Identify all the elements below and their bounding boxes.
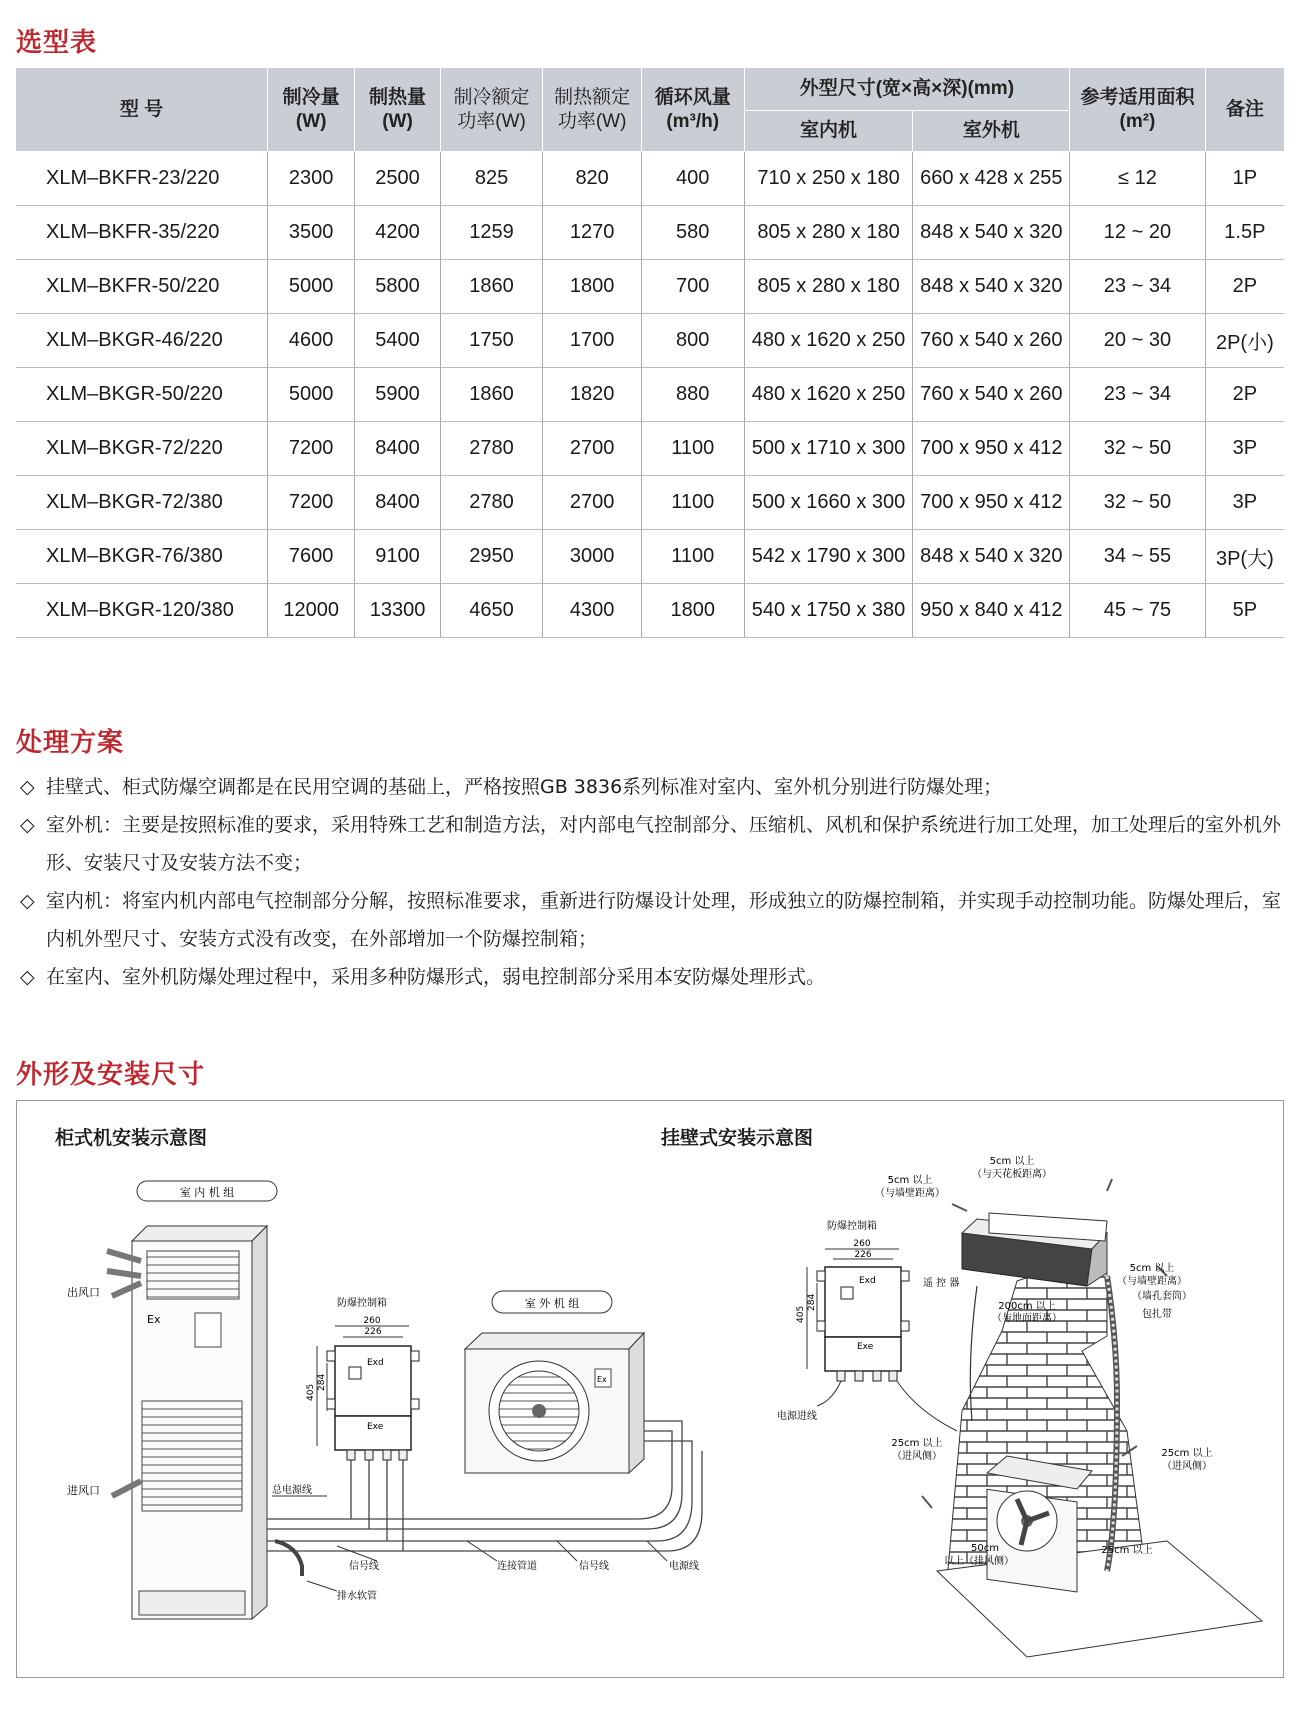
svg-text:总电源线: 总电源线 [272,1485,312,1496]
table-cell-indoor: 480 x 1620 x 250 [744,314,913,368]
svg-text:Exd: Exd [859,1276,876,1286]
table-cell-heat: 9100 [355,530,440,584]
table-cell-indoor: 500 x 1660 x 300 [744,476,913,530]
svg-text:405: 405 [796,1305,806,1323]
svg-text:25cm 以上: 25cm 以上 [891,1438,943,1449]
table-cell-cool: 7200 [267,476,354,530]
table-cell-indoor: 805 x 280 x 180 [744,206,913,260]
svg-text:405: 405 [306,1383,316,1401]
svg-text:电源进线: 电源进线 [777,1411,817,1422]
table-cell-heat: 8400 [355,422,440,476]
table-cell-note: 2P(小) [1205,314,1284,368]
table-cell-outdoor: 700 x 950 x 412 [913,422,1070,476]
table-cell-cp: 1750 [440,314,543,368]
table-cell-note: 5P [1205,584,1284,638]
table-cell-hp: 820 [543,152,641,206]
list-item: ◇ 室内机：将室内机内部电气控制部分分解，按照标准要求，重新进行防爆设计处理，形成独立的防爆控制箱，并实现手动控制功能。防爆处理后，室内机外型尺寸、安装方式没有改变，在外部增加一个防爆控制箱； [20,882,1290,958]
section-title-treatment: 处理方案 [16,728,125,758]
table-cell-air: 880 [641,368,744,422]
ex-mark: Ex [147,1313,161,1326]
table-cell-model: XLM–BKFR-35/220 [16,206,267,260]
svg-text:5cm 以上: 5cm 以上 [989,1156,1035,1167]
table-cell-outdoor: 700 x 950 x 412 [913,476,1070,530]
col-header-heat-power: 制热额定 功率(W) [543,68,641,152]
table-cell-outdoor: 848 x 540 x 320 [913,260,1070,314]
svg-text:284: 284 [317,1373,327,1391]
table-cell-air: 1800 [641,584,744,638]
wall-unit-scene [897,1179,1262,1657]
svg-text:电源线: 电源线 [669,1561,699,1572]
svg-text:（与天花板距离）: （与天花板距离） [972,1169,1052,1180]
install-diagram [16,1100,1284,1678]
table-cell-hp: 2700 [543,476,641,530]
table-cell-cp: 825 [440,152,543,206]
cabinet-leaders [272,1496,667,1591]
table-cell-hp: 4300 [543,584,641,638]
diamond-icon: ◇ [20,776,35,798]
table-row [16,152,1284,206]
wall-diagram-title: 挂壁式安装示意图 [661,1127,814,1149]
diamond-icon: ◇ [20,966,35,988]
svg-text:（进风侧）: （进风侧） [892,1451,942,1462]
table-cell-model: XLM–BKGR-46/220 [16,314,267,368]
col-header-heating: 制热量 (W) [355,68,440,152]
table-cell-outdoor: 848 x 540 x 320 [913,530,1070,584]
table-cell-cool: 7600 [267,530,354,584]
col-header-indoor: 室内机 [744,111,913,152]
table-cell-cp: 1259 [440,206,543,260]
table-cell-outdoor: 950 x 840 x 412 [913,584,1070,638]
table-cell-hp: 1270 [543,206,641,260]
table-cell-area: 34 ~ 55 [1070,530,1206,584]
table-cell-heat: 5400 [355,314,440,368]
table-cell-area: 23 ~ 34 [1070,260,1206,314]
table-cell-hp: 1700 [543,314,641,368]
col-header-model: 型 号 [16,68,267,152]
table-cell-heat: 5900 [355,368,440,422]
table-cell-area: 32 ~ 50 [1070,476,1206,530]
table-cell-note: 1.5P [1205,206,1284,260]
table-cell-outdoor: 660 x 428 x 255 [913,152,1070,206]
svg-text:遥 控 器: 遥 控 器 [923,1278,960,1289]
table-cell-model: XLM–BKFR-50/220 [16,260,267,314]
table-cell-model: XLM–BKGR-72/220 [16,422,267,476]
table-cell-cp: 1860 [440,260,543,314]
svg-text:Exe: Exe [857,1342,874,1352]
list-item: ◇ 在室内、室外机防爆处理过程中，采用多种防爆形式，弱电控制部分采用本安防爆处理形式。 [20,958,1290,996]
table-cell-air: 700 [641,260,744,314]
inlet-label: 进风口 [67,1484,100,1497]
col-header-area: 参考适用面积 (m²) [1070,68,1206,152]
col-header-cooling: 制冷量 (W) [267,68,354,152]
table-row [16,260,1284,314]
svg-text:226: 226 [364,1327,382,1337]
svg-text:（与墙壁距离）: （与墙壁距离） [1117,1276,1187,1287]
table-cell-model: XLM–BKFR-23/220 [16,152,267,206]
spec-table [16,68,1284,638]
table-cell-area: 23 ~ 34 [1070,368,1206,422]
table-cell-model: XLM–BKGR-120/380 [16,584,267,638]
table-cell-indoor: 805 x 280 x 180 [744,260,913,314]
table-row [16,422,1284,476]
table-cell-heat: 2500 [355,152,440,206]
table-cell-cool: 12000 [267,584,354,638]
table-cell-area: 32 ~ 50 [1070,422,1206,476]
list-item: ◇ 室外机：主要是按照标准的要求，采用特殊工艺和制造方法，对内部电气控制部分、压缩机、风机和保护系统进行加工处理，加工处理后的室外机外形、安装尺寸及安装方法不变； [20,806,1290,882]
table-cell-indoor: 710 x 250 x 180 [744,152,913,206]
table-cell-cool: 2300 [267,152,354,206]
table-cell-cool: 3500 [267,206,354,260]
table-cell-cp: 4650 [440,584,543,638]
svg-text:226: 226 [854,1250,872,1260]
table-cell-model: XLM–BKGR-76/380 [16,530,267,584]
table-cell-air: 800 [641,314,744,368]
section-title-selection: 选型表 [16,28,98,58]
table-cell-cool: 5000 [267,368,354,422]
svg-text:Exe: Exe [367,1422,384,1432]
svg-text:Ex: Ex [597,1375,607,1384]
svg-text:200cm 以上: 200cm 以上 [998,1301,1056,1312]
table-cell-indoor: 540 x 1750 x 380 [744,584,913,638]
svg-text:25cm 以上: 25cm 以上 [1161,1448,1213,1459]
table-cell-heat: 13300 [355,584,440,638]
table-cell-cool: 4600 [267,314,354,368]
svg-text:（墙孔套筒）: （墙孔套筒） [1132,1291,1192,1302]
diamond-icon: ◇ [20,814,35,836]
cabinet-outdoor-unit [465,1291,644,1473]
svg-text:室 外 机 组: 室 外 机 组 [524,1297,580,1310]
table-cell-air: 1100 [641,476,744,530]
svg-text:5cm 以上: 5cm 以上 [1129,1263,1175,1274]
svg-text:284: 284 [807,1293,817,1311]
table-cell-cp: 2950 [440,530,543,584]
table-cell-outdoor: 848 x 540 x 320 [913,206,1070,260]
svg-text:包扎带: 包扎带 [1142,1309,1172,1320]
table-row [16,530,1284,584]
table-cell-model: XLM–BKGR-50/220 [16,368,267,422]
svg-text:260: 260 [363,1316,381,1326]
table-cell-hp: 2700 [543,422,641,476]
svg-text:信号线: 信号线 [579,1561,609,1572]
svg-text:以上（排风侧）: 以上（排风侧） [944,1556,1014,1567]
table-cell-heat: 5800 [355,260,440,314]
col-header-airflow: 循环风量 (m³/h) [641,68,744,152]
svg-text:连接管道: 连接管道 [497,1561,537,1572]
svg-text:260: 260 [853,1239,871,1249]
table-cell-note: 2P [1205,368,1284,422]
table-row [16,314,1284,368]
col-header-cool-power: 制冷额定 功率(W) [440,68,543,152]
cabinet-diagram-title: 柜式机安装示意图 [55,1127,208,1149]
svg-text:信号线: 信号线 [349,1561,379,1572]
svg-text:5cm 以上: 5cm 以上 [887,1175,933,1186]
svg-text:（进风侧）: （进风侧） [1162,1461,1212,1472]
table-cell-air: 400 [641,152,744,206]
table-row [16,206,1284,260]
table-cell-note: 1P [1205,152,1284,206]
table-cell-outdoor: 760 x 540 x 260 [913,368,1070,422]
table-cell-area: 45 ~ 75 [1070,584,1206,638]
svg-text:Exd: Exd [367,1358,384,1368]
table-cell-note: 2P [1205,260,1284,314]
table-cell-cp: 1860 [440,368,543,422]
table-cell-hp: 1820 [543,368,641,422]
svg-text:（与地面距离）: （与地面距离） [992,1313,1062,1324]
table-cell-note: 3P [1205,422,1284,476]
indoor-unit-tag: 室 内 机 组 [179,1186,235,1199]
table-row [16,368,1284,422]
table-cell-indoor: 500 x 1710 x 300 [744,422,913,476]
cabinet-indoor-unit [67,1181,277,1619]
treatment-list [20,768,1290,996]
col-header-outdoor: 室外机 [913,111,1070,152]
table-cell-air: 1100 [641,422,744,476]
table-cell-area: 12 ~ 20 [1070,206,1206,260]
table-cell-indoor: 542 x 1790 x 300 [744,530,913,584]
table-cell-air: 1100 [641,530,744,584]
table-cell-cool: 7200 [267,422,354,476]
table-cell-note: 3P(大) [1205,530,1284,584]
table-cell-indoor: 480 x 1620 x 250 [744,368,913,422]
diamond-icon: ◇ [20,890,35,912]
table-row [16,476,1284,530]
section-title-install: 外形及安装尺寸 [16,1060,206,1090]
svg-text:（与墙壁距离）: （与墙壁距离） [875,1188,945,1199]
outlet-label: 出风口 [67,1286,100,1299]
table-cell-air: 580 [641,206,744,260]
table-cell-cp: 2780 [440,476,543,530]
control-box-label: 防爆控制箱 [337,1298,387,1309]
table-cell-area: ≤ 12 [1070,152,1206,206]
table-row [16,584,1284,638]
install-drawing [17,1101,1283,1677]
table-cell-heat: 4200 [355,206,440,260]
table-cell-hp: 1800 [543,260,641,314]
col-header-dims: 外型尺寸(宽×高×深)(mm) [744,68,1070,111]
svg-text:防爆控制箱: 防爆控制箱 [827,1221,877,1232]
table-cell-note: 3P [1205,476,1284,530]
svg-text:25cm 以上: 25cm 以上 [1101,1545,1153,1556]
svg-text:排水软管: 排水软管 [337,1591,377,1602]
table-cell-model: XLM–BKGR-72/380 [16,476,267,530]
wall-control-box [777,1219,959,1422]
table-cell-heat: 8400 [355,476,440,530]
table-cell-hp: 3000 [543,530,641,584]
table-cell-cp: 2780 [440,422,543,476]
cabinet-control-box [306,1296,419,1460]
col-header-note: 备注 [1205,68,1284,152]
svg-text:50cm: 50cm [971,1543,999,1554]
list-item: ◇ 挂壁式、柜式防爆空调都是在民用空调的基础上，严格按照GB 3836系列标准对室内、室外机分别进行防爆处理； [20,768,1290,806]
table-cell-area: 20 ~ 30 [1070,314,1206,368]
table-cell-cool: 5000 [267,260,354,314]
table-cell-outdoor: 760 x 540 x 260 [913,314,1070,368]
